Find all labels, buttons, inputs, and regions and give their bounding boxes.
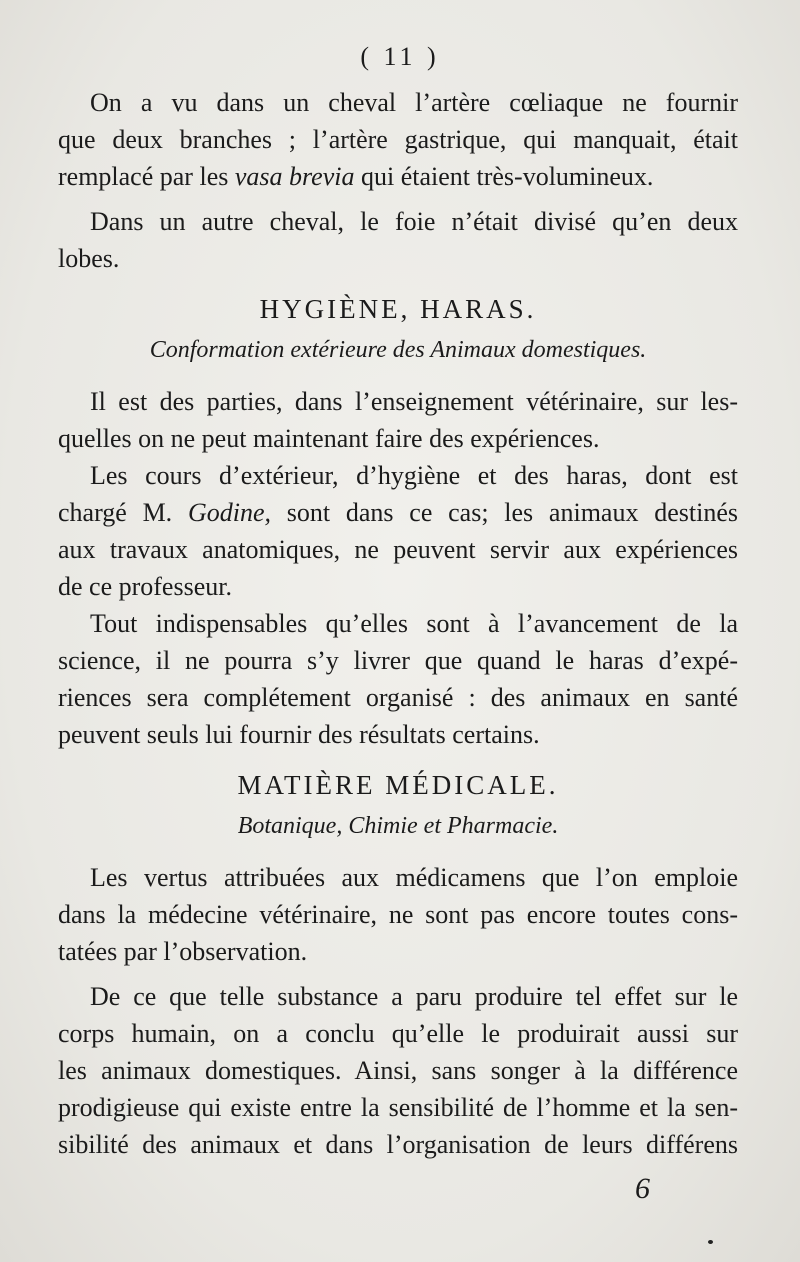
subheading-part: et [417, 813, 447, 839]
text-line: lobes. [58, 244, 120, 273]
spacer [58, 195, 738, 203]
text-line: sibilité des animaux et dans l’organisation de leurs différens [58, 1130, 738, 1159]
paragraph-cours [58, 457, 738, 605]
subheading-part: Botanique [237, 813, 337, 839]
text-line [58, 158, 738, 195]
text-line: les animaux domestiques. Ainsi, sans songer à la différence [58, 1056, 738, 1085]
paragraph-indispensables [58, 605, 738, 753]
text-line: aux travaux anatomiques, ne peuvent servir aux expériences [58, 535, 738, 564]
signature-mark: 6 [635, 1172, 650, 1205]
paragraph-foie [58, 203, 738, 277]
text-line: tatées par l’observation. [58, 937, 308, 966]
text-line: riences sera complétement organisé : des animaux en santé [58, 683, 738, 712]
text-fragment: qui étaient très-volumineux. [354, 162, 654, 191]
page-body [58, 84, 738, 1163]
text-line: Il est des parties, dans l’enseignement vétérinaire, sur les- [90, 387, 738, 416]
paragraph-parties [58, 383, 738, 457]
subheading-part: Chimie [348, 813, 418, 839]
text-line: Les vertus attribuées aux médicamens que l’on emploie [90, 863, 738, 892]
subheading-part: , [336, 813, 349, 839]
text-fragment: sont dans ce cas; les animaux destinés [271, 498, 738, 527]
text-line: quelles on ne peut maintenant faire des expériences. [58, 424, 600, 453]
text-fragment: chargé M. [58, 498, 188, 527]
text-line [58, 494, 738, 531]
text-line: de ce professeur. [58, 572, 232, 601]
subheading-part: Pharmacie [447, 813, 553, 839]
ink-speck [708, 1240, 713, 1244]
page-number: ( 11 ) [360, 42, 440, 71]
text-line: On a vu dans un cheval l’artère cœliaque ne fournir [90, 88, 738, 117]
text-fragment: remplacé par les [58, 162, 235, 191]
text-line: prodigieuse qui existe entre la sensibilité de l’homme et la sen- [58, 1093, 738, 1122]
section-subheading-conformation: Conformation extérieure des Animaux domestiques. [149, 337, 647, 363]
text-line: corps humain, on a conclu qu’elle le produirait aussi sur [58, 1019, 738, 1048]
text-line: peuvent seuls lui fournir des résultats certains. [58, 720, 540, 749]
section-heading-matiere-medicale: MATIÈRE MÉDICALE. [237, 770, 559, 800]
text-line: science, il ne pourra s’y livrer que quand le haras d’expé- [58, 646, 738, 675]
text-line: Les cours d’extérieur, d’hygiène et des haras, dont est [90, 461, 738, 490]
subheading-part: . [552, 813, 559, 839]
latin-term: vasa brevia [234, 162, 355, 191]
person-name: Godine, [187, 498, 271, 527]
spacer [58, 970, 738, 978]
text-line: Dans un autre cheval, le foie n’était divisé qu’en deux [90, 207, 738, 236]
text-line: dans la médecine vétérinaire, ne sont pas encore toutes cons- [58, 900, 738, 929]
paragraph-vertus [58, 859, 738, 970]
paragraph-cheval-artere [58, 84, 738, 195]
section-subheading-botanique [58, 809, 738, 843]
paragraph-substance [58, 978, 738, 1163]
text-line: que deux branches ; l’artère gastrique, qui manquait, était [58, 125, 738, 154]
text-line: De ce que telle substance a paru produire tel effet sur le [90, 982, 738, 1011]
text-line: Tout indispensables qu’elles sont à l’avancement de la [90, 609, 738, 638]
section-heading-hygiene: HYGIÈNE, HARAS. [259, 294, 537, 324]
